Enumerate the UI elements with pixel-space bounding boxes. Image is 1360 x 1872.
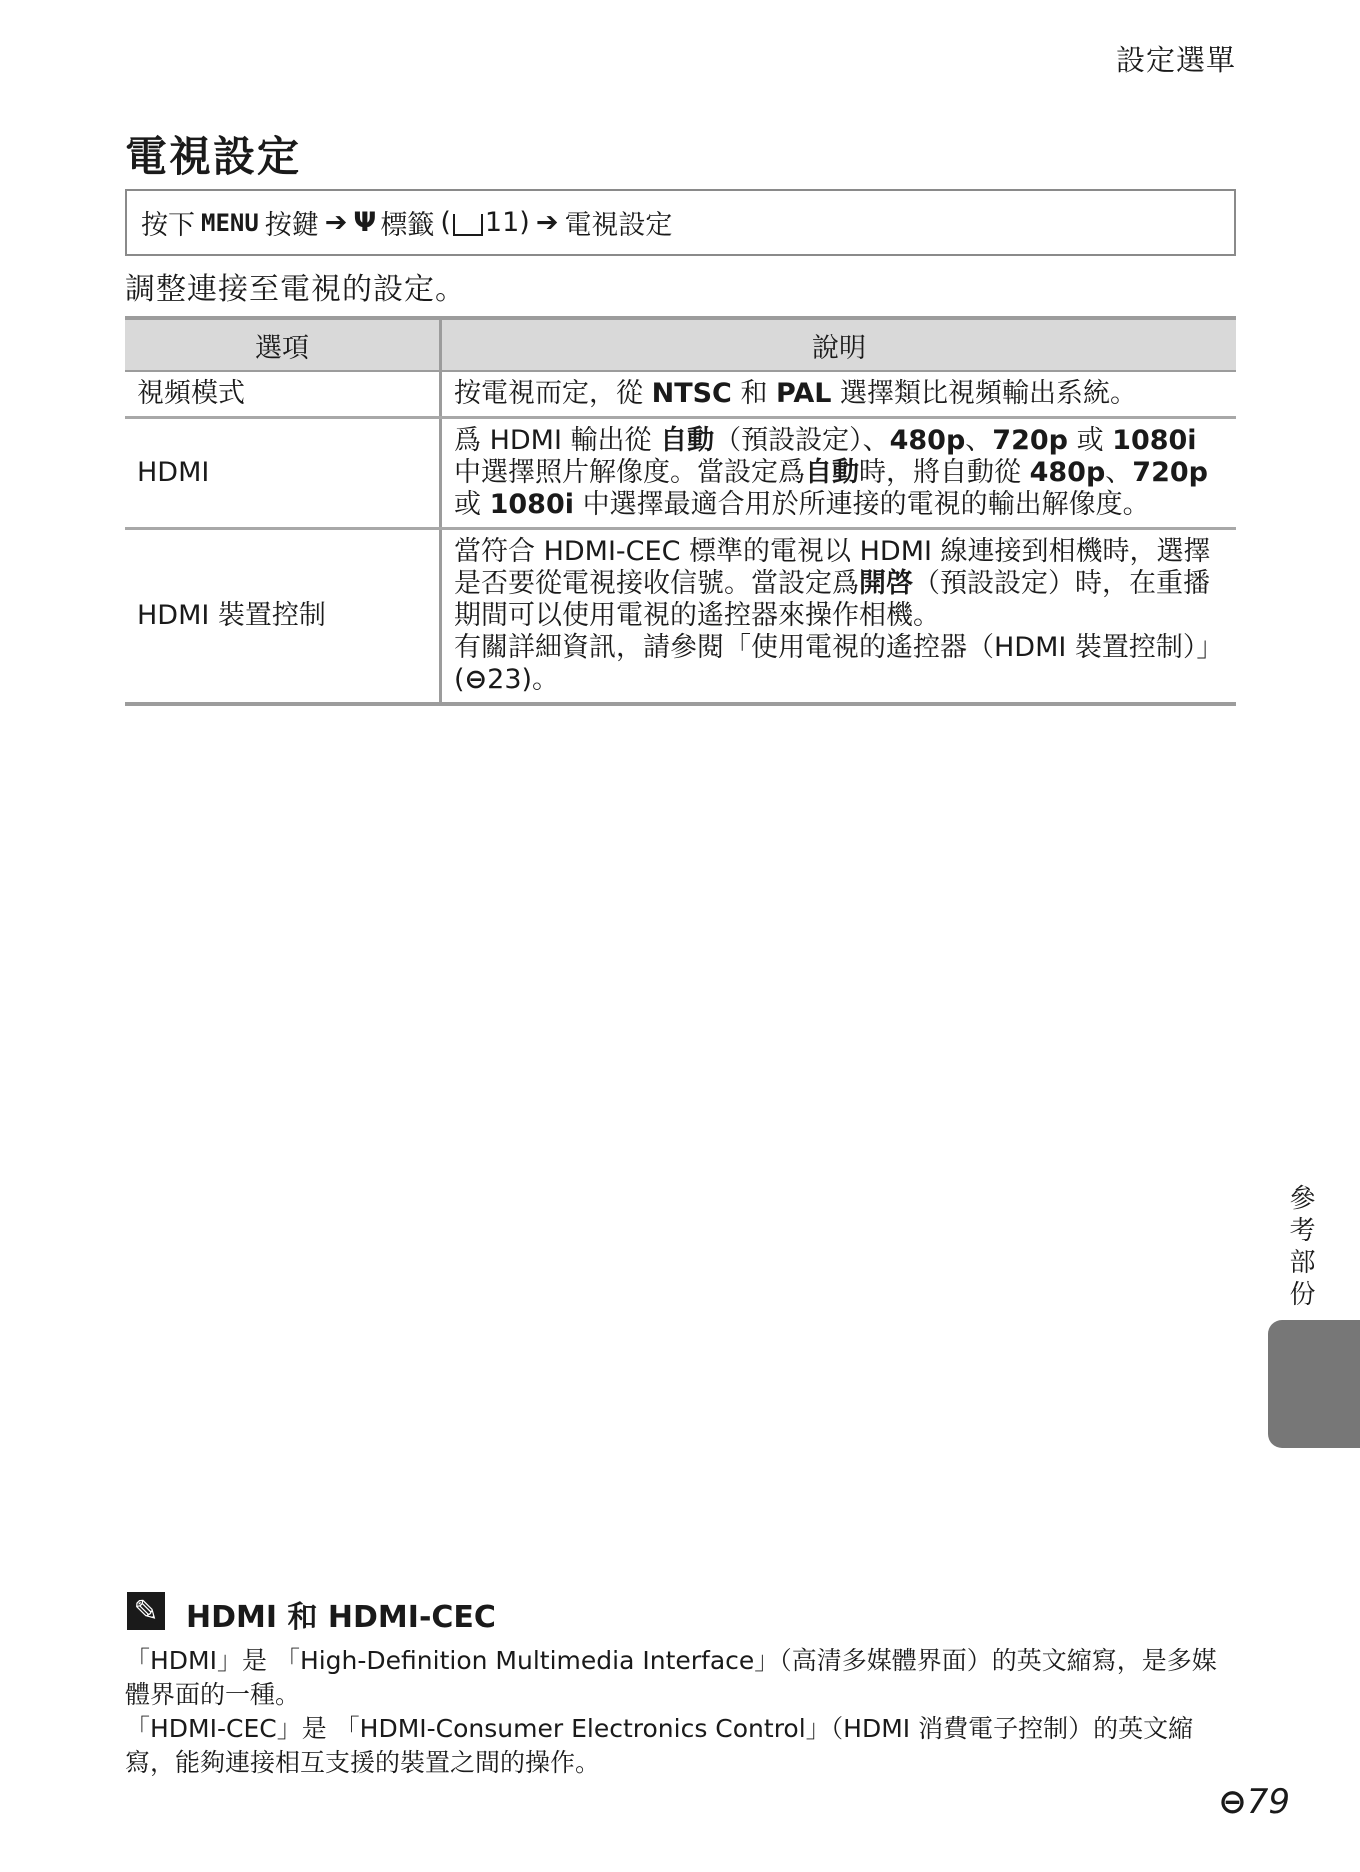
desc-text: 中選擇最適合用於所連接的電視的輸出解像度。 xyxy=(574,489,1150,520)
table-row xyxy=(125,371,1236,418)
nav-press-text: 按下 xyxy=(141,210,195,241)
desc-text: 時，將自動從 xyxy=(859,457,1030,488)
desc-bold: 1080i xyxy=(489,489,574,520)
option-hdmi: HDMI xyxy=(125,418,441,529)
option-hdmi-device-control: HDMI 裝置控制 xyxy=(125,529,441,705)
nav-tab-label: 標籤 xyxy=(380,210,435,241)
side-section-tab xyxy=(1268,1320,1360,1448)
desc-text: 按電視而定，從 xyxy=(454,378,652,409)
desc-text: 、 xyxy=(1105,457,1133,488)
option-video-mode: 視頻模式 xyxy=(125,371,441,418)
nav-button-word: 按鍵 xyxy=(264,210,319,241)
desc-bold: 480p xyxy=(1029,457,1106,488)
table-row xyxy=(125,418,1236,529)
nav-ref-page: 11) xyxy=(484,207,530,238)
book-icon xyxy=(453,214,483,236)
desc-bold: PAL xyxy=(776,378,832,409)
menu-button-label: MENU xyxy=(201,208,259,237)
page-title: 電視設定 xyxy=(125,132,302,181)
desc-bold: 自動 xyxy=(660,425,715,456)
desc-bold: 720p xyxy=(1132,457,1208,488)
note-title: HDMI 和 HDMI-CEC xyxy=(186,1600,496,1635)
note-paragraph: 「HDMI」是 「High-Definition Multimedia Interface」（高清多媒體界面）的英文縮寫，是多媒體界面的一種。 xyxy=(125,1646,1217,1709)
desc-text: 爲 HDMI 輸出從 xyxy=(454,425,661,456)
header-option: 選項 xyxy=(125,318,441,371)
side-section-label: 參考部份 xyxy=(1285,1184,1315,1312)
description-hdmi-device-control xyxy=(441,529,1237,705)
settings-table xyxy=(125,316,1236,706)
desc-text: 或 xyxy=(454,489,490,520)
desc-text: 有關詳細資訊，請參閱「使用電視的遙控器（HDMI 裝置控制）」 ( xyxy=(454,632,1224,695)
desc-bold: 720p xyxy=(992,425,1068,456)
intro-text: 調整連接至電視的設定。 xyxy=(125,272,466,307)
nav-ref-open: ( xyxy=(440,207,451,238)
page-number-value: 79 xyxy=(1246,1782,1290,1822)
table-header-row xyxy=(125,318,1236,371)
desc-bold: 自動 xyxy=(805,457,859,488)
note-body xyxy=(125,1644,1240,1780)
desc-bold: NTSC xyxy=(651,378,732,409)
desc-ref-page: 23)。 xyxy=(487,664,560,695)
section-header: 設定選單 xyxy=(1115,43,1236,77)
menu-navigation-path xyxy=(125,189,1236,256)
desc-text: 、 xyxy=(965,425,993,456)
desc-text: 選擇類比視頻輸出系統。 xyxy=(831,378,1138,409)
arrow-right-icon-2: ➔ xyxy=(535,207,559,238)
table-row xyxy=(125,529,1236,705)
reference-section-icon: ⊖ xyxy=(464,664,488,695)
description-video-mode xyxy=(441,371,1237,418)
header-description: 說明 xyxy=(441,318,1237,371)
description-hdmi xyxy=(441,418,1237,529)
desc-bold: 開啓 xyxy=(859,568,913,599)
desc-text: 和 xyxy=(731,378,777,409)
reference-section-icon: ⊖ xyxy=(1218,1782,1247,1822)
desc-bold: 480p xyxy=(889,425,966,456)
page-number xyxy=(1218,1782,1290,1822)
desc-text: 當符合 HDMI-CEC 標準的電視以 HDMI 線連接到相機時，選擇是否要從電視接收信號。當設定爲 xyxy=(454,536,1211,599)
arrow-right-icon: ➔ xyxy=(324,207,348,238)
desc-text: 中選擇照片解像度。當設定爲 xyxy=(454,457,805,488)
note-paragraph: 「HDMI-CEC」是 「HDMI-Consumer Electronics Control」（HDMI 消費電子控制）的英文縮寫，能夠連接相互支援的裝置之間的操作。 xyxy=(125,1714,1194,1777)
desc-text: （預設設定）、 xyxy=(714,425,890,456)
wrench-icon: Ψ xyxy=(353,207,377,238)
nav-destination: 電視設定 xyxy=(564,210,673,241)
note-pencil-icon: ✎ xyxy=(127,1592,165,1630)
desc-text: （預設設定）時，在重播期間可以使用電視的遙控器來操作相機。 xyxy=(454,568,1210,631)
desc-text: 或 xyxy=(1067,425,1113,456)
desc-bold: 1080i xyxy=(1112,425,1197,456)
